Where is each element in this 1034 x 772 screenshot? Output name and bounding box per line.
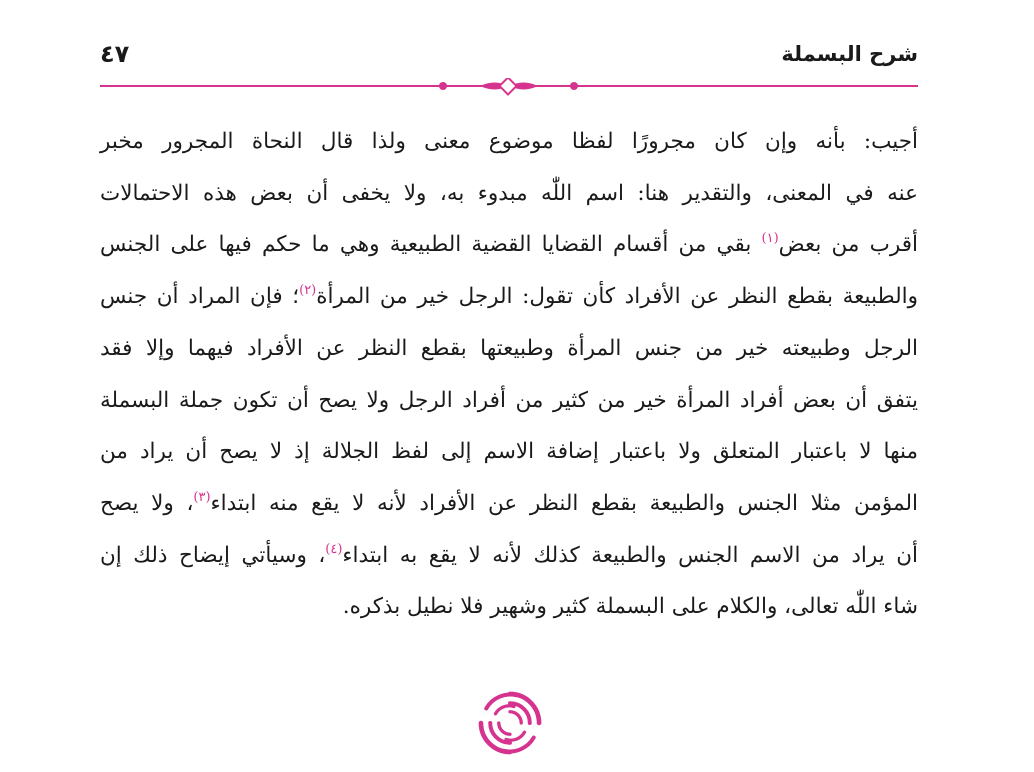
text-line-3 xyxy=(100,219,918,271)
text-line-5: الرجل وطبيعته خير من جنس المرأة وطبيعتها بقطع النظر عن الأفراد فيهما وإلا فقد xyxy=(100,335,918,361)
swirl-logo-icon xyxy=(477,690,543,756)
running-title: شرح البسملة xyxy=(781,42,918,66)
footnote-marker-4[interactable]: (٤) xyxy=(325,541,343,557)
text-line-6: يتفق أن بعض أفراد المرأة خير من كثير من أفراد الرجل ولا يصح أن تكون جملة البسملة xyxy=(100,387,918,413)
text-segment: والطبيعة بقطع النظر عن الأفراد كأن تقول: الرجل خير من المرأة xyxy=(316,284,919,310)
text-line-2: عنه في المعنى، والتقدير هنا: اسم اللّٰه مبدوء به، ولا يخفى أن بعض هذه الاحتمالات xyxy=(100,180,918,206)
header-divider-ornament xyxy=(100,78,918,98)
text-segment: المؤمن مثلا الجنس والطبيعة بقطع النظر عن الأفراد لأنه لا يقع منه ابتداء xyxy=(210,490,918,516)
text-line-8 xyxy=(100,478,918,530)
text-segment: أقرب من بعض xyxy=(778,232,918,258)
footnote-marker-2[interactable]: (٢) xyxy=(299,283,317,299)
page-number: ٤٧ xyxy=(100,40,130,68)
text-segment: ؛ فإن المراد أن جنس xyxy=(100,284,300,310)
text-line-9 xyxy=(100,530,918,582)
text-segment: أن يراد من الاسم الجنس والطبيعة كذلك لأنه لا يقع به ابتداء xyxy=(342,542,918,568)
body-paragraph xyxy=(100,116,918,633)
text-segment: بقي من أقسام القضايا القضية الطبيعية وهي ما حكم فيها على الجنس xyxy=(100,232,762,258)
text-line-10: شاء اللّٰه تعالى، والكلام على البسملة كثير وشهير فلا نطيل بذكره. xyxy=(342,594,918,620)
footnote-marker-3[interactable]: (٣) xyxy=(193,489,211,505)
page-header xyxy=(100,40,918,80)
text-segment: ، وسيأتي إيضاح ذلك إن xyxy=(100,542,326,568)
text-line-1: أجيب: بأنه وإن كان مجرورًا لفظا موضوع معنى ولذا قال النحاة المجرور مخبر xyxy=(100,129,918,154)
text-segment: ، ولا يصح xyxy=(100,490,194,516)
footnote-marker-1[interactable]: (١) xyxy=(761,231,779,247)
text-line-4 xyxy=(100,271,918,323)
text-line-7: منها لا باعتبار المتعلق ولا باعتبار إضافة الاسم إلى لفظ الجلالة إذ لا يصح أن يراد من xyxy=(100,439,918,465)
